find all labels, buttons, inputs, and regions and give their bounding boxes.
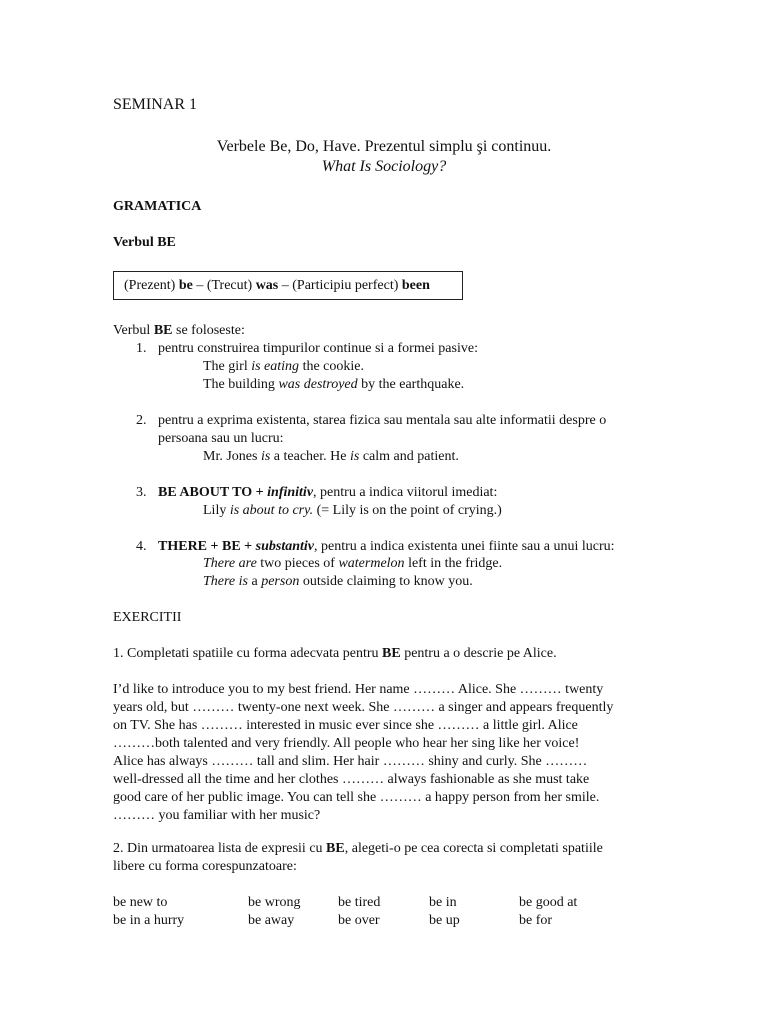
expression-item: be away xyxy=(248,913,295,928)
expression-item: be in a hurry xyxy=(113,913,185,928)
exercise-1-text xyxy=(113,681,655,825)
section-heading: GRAMATICA xyxy=(113,199,202,214)
expression-item: be for xyxy=(519,913,553,928)
list-number: 1. xyxy=(136,341,147,356)
exercise-line: on TV. She has ……… interested in music ever since she ……… a little girl. Alice xyxy=(113,718,578,733)
exercise-line: libere cu forma corespunzatoare: xyxy=(113,859,297,874)
expression-item: be good at xyxy=(519,895,578,910)
exercise-line: Alice has always ……… tall and slim. Her hair ……… shiny and curly. She ……… xyxy=(113,754,588,769)
section-subheading: Verbul BE xyxy=(113,235,176,250)
verb-forms-box xyxy=(113,271,463,300)
list-number: 3. xyxy=(136,485,147,500)
example-sentence: Lily is about to cry. (= Lily is on the point of crying.) xyxy=(203,503,502,518)
seminar-label: SEMINAR 1 xyxy=(113,96,198,113)
example-sentence: Mr. Jones is a teacher. He is calm and patient. xyxy=(203,449,459,464)
list-number: 2. xyxy=(136,413,147,428)
example-sentence: The girl is eating the cookie. xyxy=(203,359,364,374)
exercises-heading: EXERCITII xyxy=(113,610,182,625)
verb-forms-text: (Prezent) be – (Trecut) was – (Participiu perfect) been xyxy=(124,278,430,293)
list-item-text: pentru construirea timpurilor continue si a formei pasive: xyxy=(158,341,478,356)
expression-item: be over xyxy=(338,913,380,928)
exercise-line: I’d like to introduce you to my best friend. Her name ……… Alice. She ……… twenty xyxy=(113,682,604,697)
expression-item: be in xyxy=(429,895,457,910)
exercise-line: ………both talented and very friendly. All people who hear her sing like her voice! xyxy=(113,736,580,751)
exercise-line: good care of her public image. You can tell she ……… a happy person from her smile. xyxy=(113,790,600,805)
example-sentence: There are two pieces of watermelon left in the fridge. xyxy=(203,556,503,571)
expression-item: be new to xyxy=(113,895,168,910)
exercise-1-instruction: 1. Completati spatiile cu forma adecvata pentru BE pentru a o descrie pe Alice. xyxy=(113,646,557,661)
example-sentence: The building was destroyed by the earthquake. xyxy=(203,377,465,392)
list-item-text: BE ABOUT TO + infinitiv, pentru a indica viitorul imediat: xyxy=(158,485,498,500)
exercise-line: ……… you familiar with her music? xyxy=(113,808,321,823)
expression-item: be wrong xyxy=(248,895,301,910)
exercise-line: well-dressed all the time and her clothes ……… always fashionable as she must take xyxy=(113,772,590,787)
page-title: Verbele Be, Do, Have. Prezentul simplu şi continuu. xyxy=(216,138,552,155)
list-item-text: persoana sau un lucru: xyxy=(158,431,284,446)
expression-item: be tired xyxy=(338,895,381,910)
page-subtitle: What Is Sociology? xyxy=(321,158,447,175)
example-sentence: There is a person outside claiming to know you. xyxy=(203,574,473,589)
list-item-text: THERE + BE + substantiv, pentru a indica existenta unei fiinte sau a unui lucru: xyxy=(158,539,615,554)
exercise-2-instruction xyxy=(113,840,655,876)
exercise-line: 2. Din urmatoarea lista de expresii cu BE, alegeti-o pe cea corecta si completati spatiile xyxy=(113,841,603,856)
usage-intro: Verbul BE se foloseste: xyxy=(113,323,245,338)
list-item-text: pentru a exprima existenta, starea fizica sau mentala sau alte informatii despre o xyxy=(158,413,607,428)
list-number: 4. xyxy=(136,539,147,554)
exercise-line: years old, but ……… twenty-one next week. She ……… a singer and appears frequently xyxy=(113,700,614,715)
expression-item: be up xyxy=(429,913,460,928)
